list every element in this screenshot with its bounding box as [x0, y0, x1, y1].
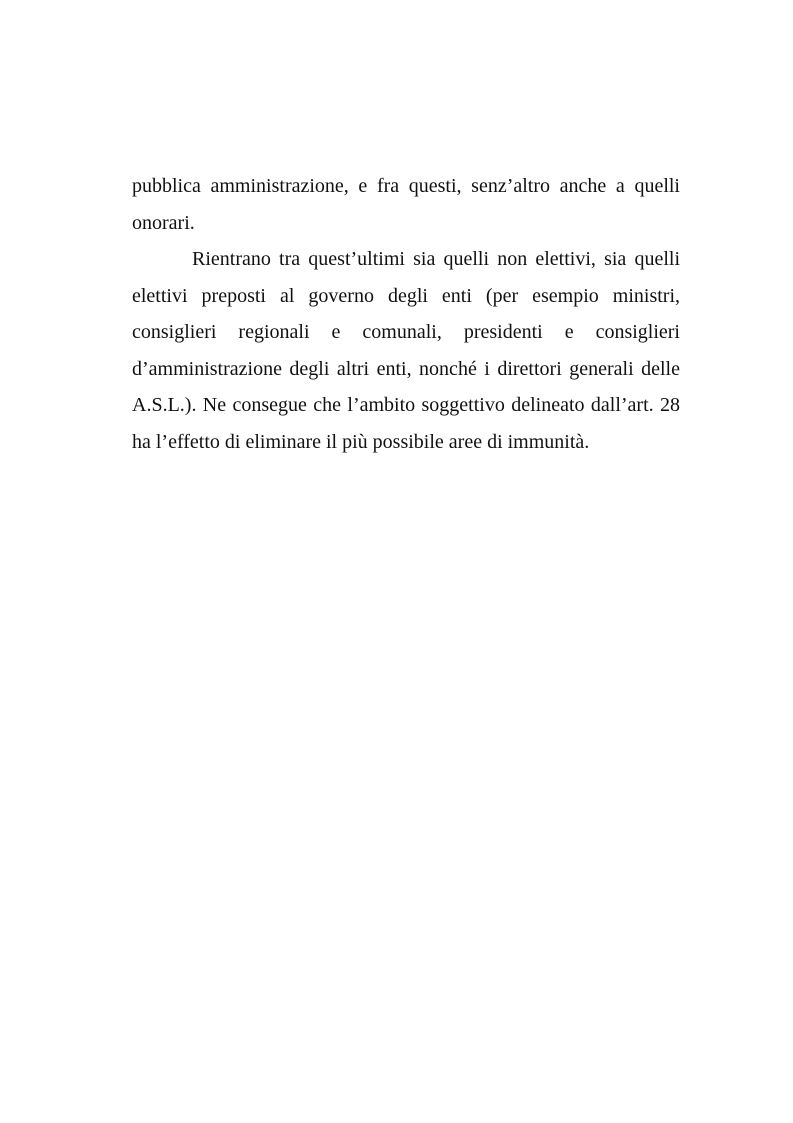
paragraph-continuation: pubblica amministrazione, e fra questi, senz’altro anche a quelli onorari.	[132, 175, 680, 234]
paragraph-immunity: Rientrano tra quest’ultimi sia quelli non elettivi, sia quelli elettivi preposti al governo degli enti (per esempio ministri, consiglieri regionali e comunali, presidenti e consiglieri d’amministrazione degli altri enti, nonché i direttori generali delle A.S.L.). Ne consegue che l’ambito soggettivo delineato dall’art. 28 ha l’effetto di eliminare il più possibile aree di immunità.	[132, 248, 680, 453]
body-text	[132, 168, 680, 460]
